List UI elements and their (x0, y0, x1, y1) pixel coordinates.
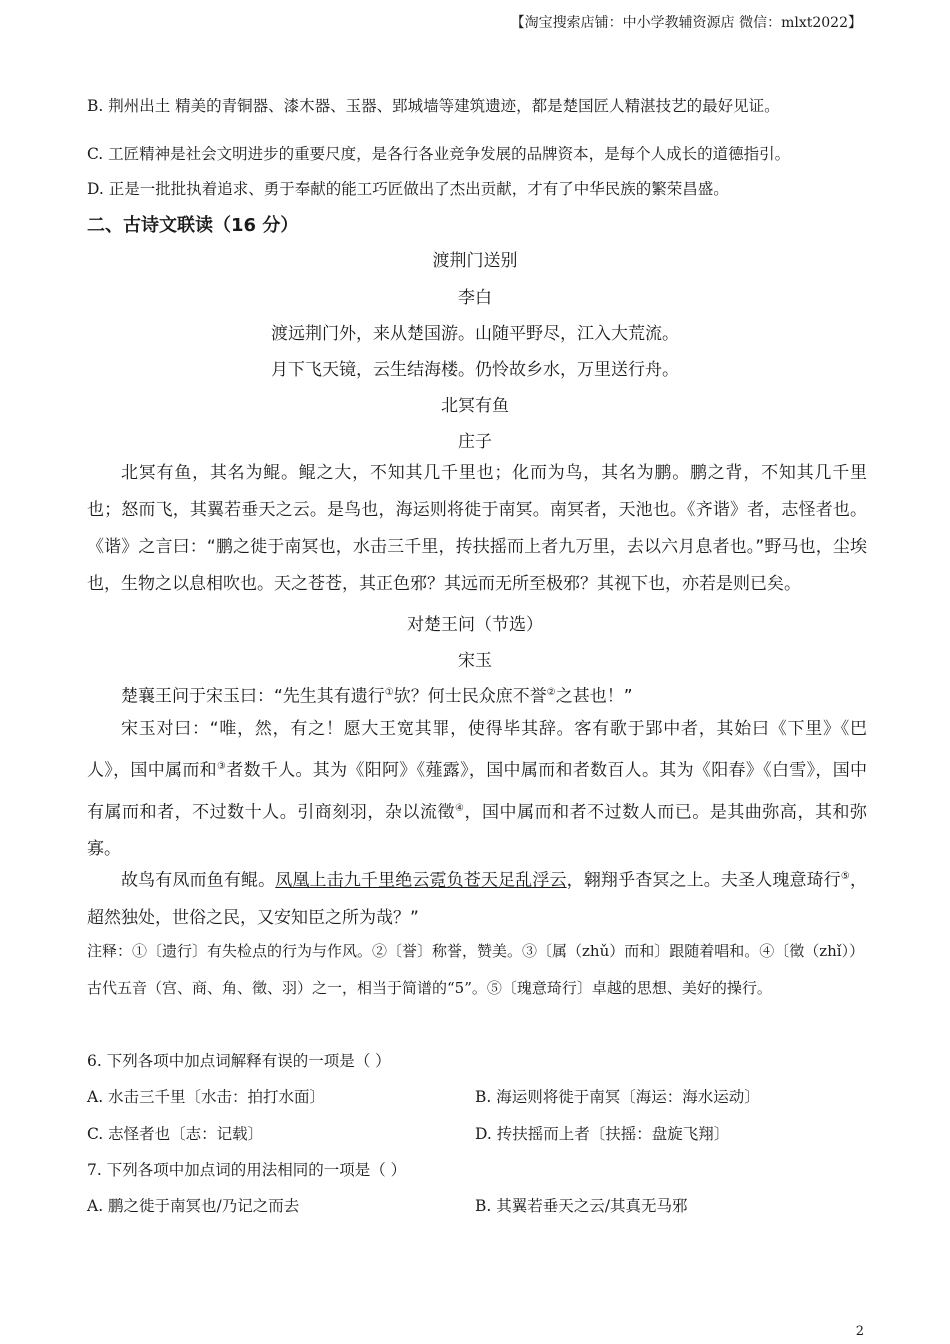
question-6-stem: 6. 下列各项中加点词解释有误的一项是（ ） (87, 1052, 391, 1070)
question-6-option-c: C. 志怪者也〔志：记载〕 (87, 1125, 264, 1143)
question-7-stem: 7. 下列各项中加点词的用法相同的一项是（ ） (87, 1161, 407, 1179)
question-6-option-b: B. 海运则将徙于南冥〔海运：海水运动〕 (475, 1088, 760, 1106)
text2-title: 北冥有鱼 (441, 396, 509, 416)
text2-author: 庄子 (458, 432, 492, 452)
annotation-note: 注释：①〔遗行〕有失检点的行为与作风。②〔誉〕称誉，赞美。③〔属（zhǔ）而和〕跟随着唱和。④〔徵（zhǐ））古代五音（宫、商、角、徵、羽）之一，相当于简谱的“5”。⑤〔瑰意琦行〕卓越的思想、美好的操行。 (87, 942, 865, 997)
text3-author: 宋玉 (458, 651, 492, 671)
option-b: B. 荆州出土 精美的青铜器、漆木器、玉器、郢城墙等建筑遗迹，都是楚国匠人精湛技艺的最好见证。 (87, 97, 780, 115)
section-title: 二、古诗文联读（16 分） (87, 215, 299, 236)
text3-paragraph-3: 故鸟有凤而鱼有鲲。凤凰上击九千里绝云霓负苍天足乱浮云，翱翔乎杳冥之上。夫圣人瑰意琦行⑤，超然独处，世俗之民，又安知臣之所为哉？” (87, 870, 868, 928)
text2-body: 北冥有鱼，其名为鲲。鲲之大，不知其几千里也；化而为鸟，其名为鹏。鹏之背，不知其几千里也；怒而飞，其翼若垂天之云。是鸟也，海运则将徙于南冥。南冥者，天池也。《齐谐》者，志怪者也。《谐》之言曰：“鹏之徙于南冥也，水击三千里，抟扶摇而上者九万里，去以六月息者也。”野马也，尘埃也，生物之以息相吹也。天之苍苍，其正色邪？其远而无所至极邪？其视下也，亦若是则已矣。 (87, 463, 867, 594)
poem1-title: 渡荆门送别 (432, 251, 518, 271)
text3-paragraph-1: 楚襄王问于宋玉曰：“先生其有遗行①欤？何士民众庶不誉②之甚也！” (121, 686, 633, 707)
poem1-author: 李白 (458, 288, 492, 308)
page-header: 【淘宝搜索店铺：中小学教辅资源店 微信：mlxt2022】 (510, 15, 862, 31)
question-7-option-a: A. 鹏之徙于南冥也/乃记之而去 (87, 1197, 300, 1215)
poem1-line2: 月下飞天镜，云生结海楼。仍怜故乡水，万里送行舟。 (271, 360, 679, 380)
page-number: 2 (855, 1324, 864, 1339)
underlined-sentence: 凤凰上击九千里绝云霓负苍天足乱浮云 (275, 870, 567, 891)
option-d: D. 正是一批批执着追求、勇于奉献的能工巧匠做出了杰出贡献，才有了中华民族的繁荣昌盛。 (87, 180, 729, 198)
question-6-option-d: D. 抟扶摇而上者〔扶摇：盘旋飞翔〕 (475, 1125, 730, 1143)
question-6-option-a: A. 水击三千里〔水击：拍打水面〕 (87, 1088, 326, 1106)
option-c: C. 工匠精神是社会文明进步的重要尺度，是各行各业竞争发展的品牌资本，是每个人成长的道德指引。 (87, 145, 791, 163)
poem1-line1: 渡远荆门外，来从楚国游。山随平野尽，江入大荒流。 (271, 324, 679, 344)
text3-title: 对楚王问（节选） (407, 615, 543, 635)
question-7-option-b: B. 其翼若垂天之云/其真无马邪 (475, 1197, 688, 1215)
text3-paragraph-2: 宋玉对曰：“唯，然，有之！愿大王宽其罪，使得毕其辞。客有歌于郢中者，其始曰《下里》《巴人》，国中属而和③者数千人。其为《阳阿》《薤露》，国中属而和者数百人。其为《阳春》《白雪》，国中有属而和者，不过数十人。引商刻羽，杂以流徵④，国中属而和者不过数人而已。是其曲弥高，其和弥寡。 (87, 719, 868, 860)
